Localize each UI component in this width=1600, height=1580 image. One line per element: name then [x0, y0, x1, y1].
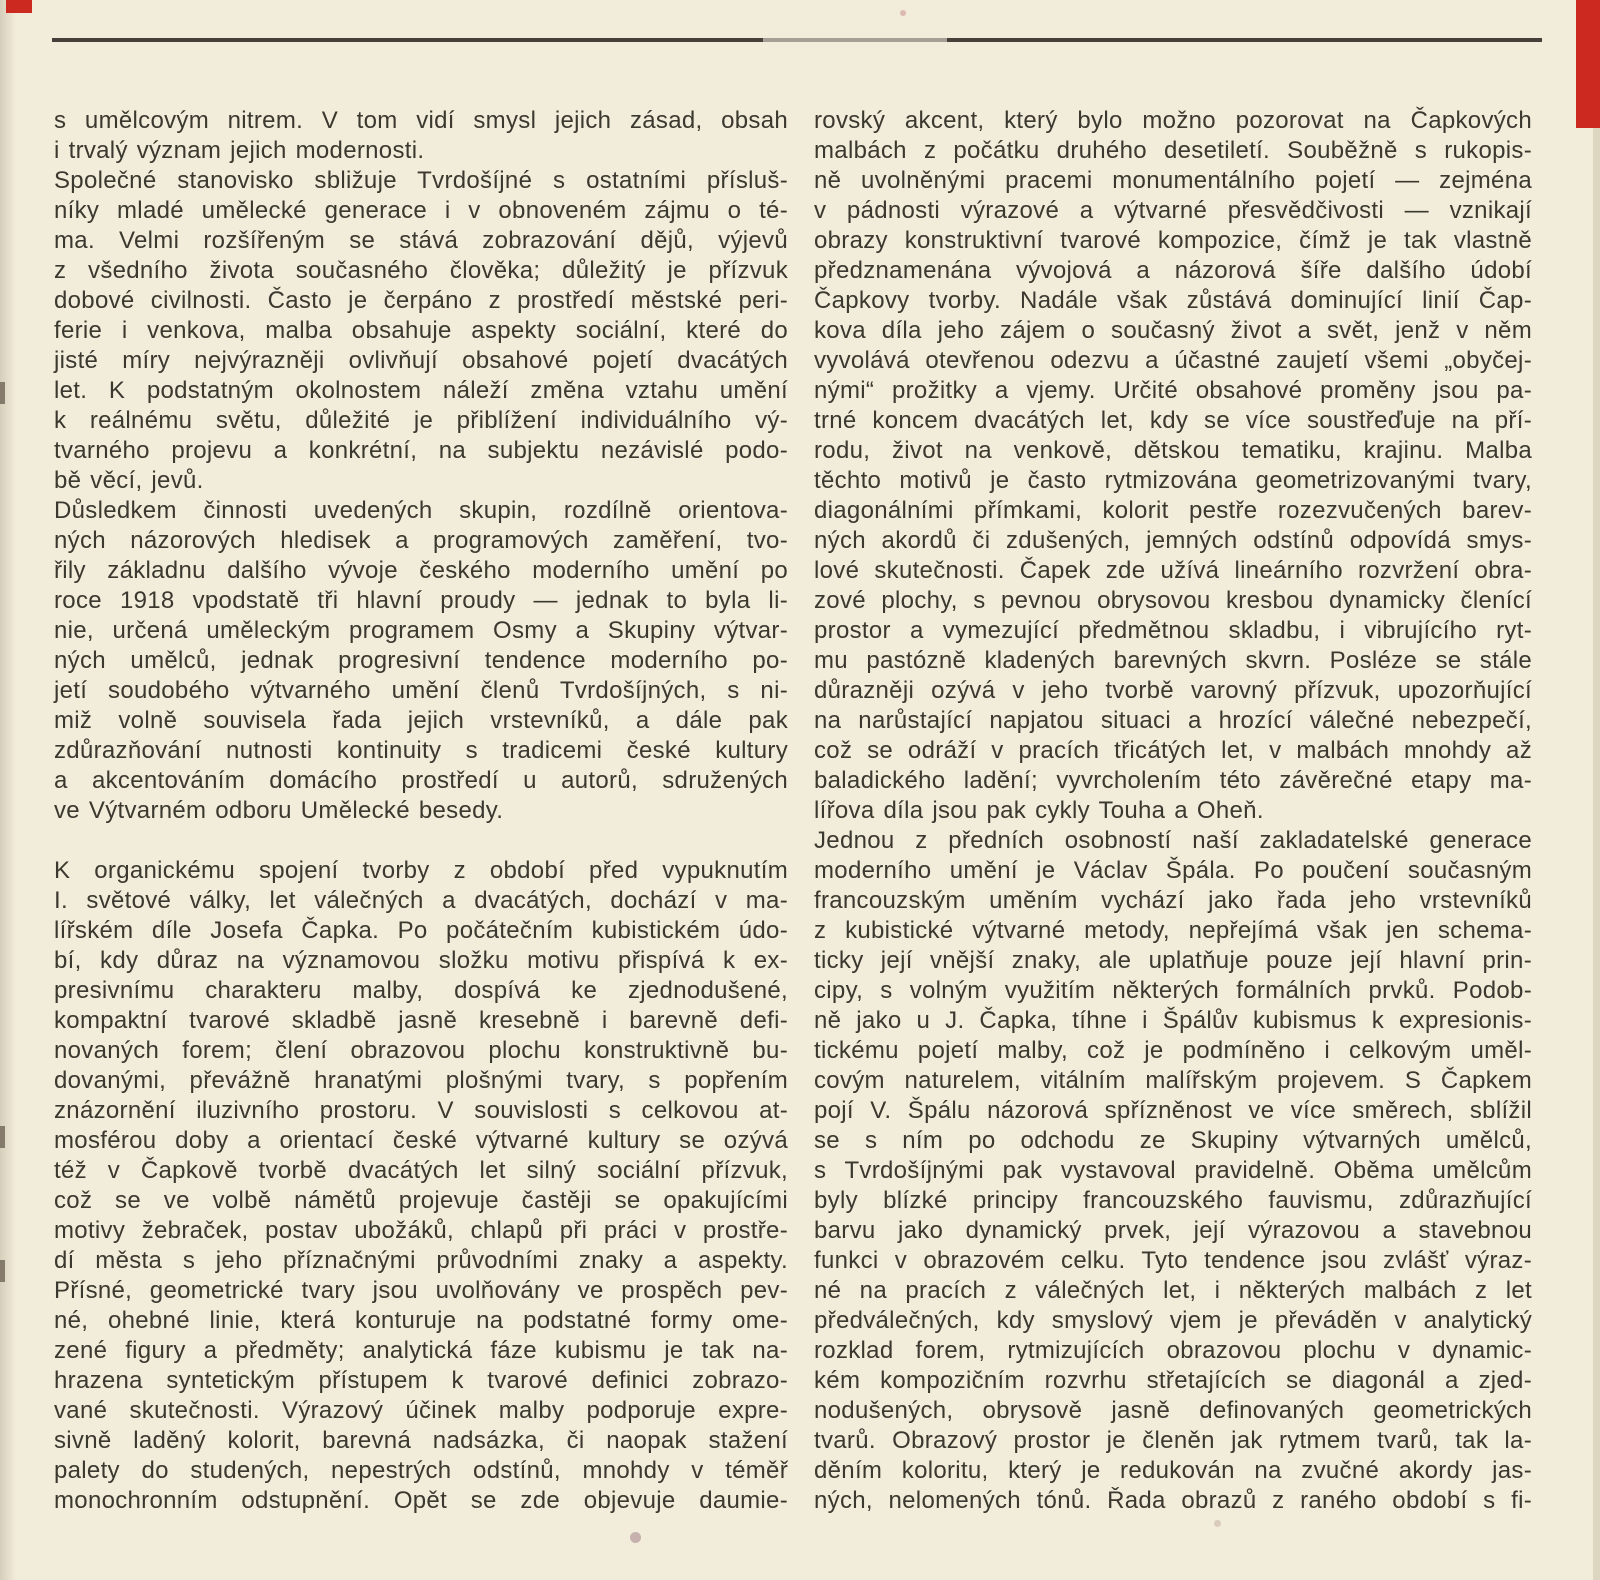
text-line [54, 826, 788, 856]
text-line: dobové civilnosti. Často je čerpáno z prostředí městské peri- [54, 287, 788, 314]
text-line: mu pastózně kladených barevných skvrn. Posléze se stále [814, 647, 1532, 674]
text-line: Přísné, geometrické tvary jsou uvolňovány ve prospěch pev- [54, 1277, 788, 1304]
text-line: kova díla jeho zájem o současný život a svět, jenž v něm [814, 317, 1532, 344]
text-line: i trvalý význam jejich modernosti. [54, 137, 425, 164]
paper-speck [630, 1532, 641, 1543]
text-line: ma. Velmi rozšířeným se stává zobrazování dějů, výjevů [54, 227, 788, 254]
text-line: děním koloritu, který je redukován na zvučné akordy jas- [814, 1457, 1532, 1484]
text-column-right [814, 106, 1532, 1516]
text-line: ferie i venkova, malba obsahuje aspekty sociální, které do [54, 317, 788, 344]
text-line: v pádnosti výrazové a výtvarné přesvědčivosti — vznikají [814, 197, 1532, 224]
text-line: let. K podstatným okolnostem náleží změna vztahu umění [54, 377, 788, 404]
text-line: ných akordů či zdušených, jemných odstínů odpovídá smys- [814, 527, 1532, 554]
text-line: níky mladé umělecké generace i v obnoveném zájmu o té- [54, 197, 788, 224]
text-line: znázornění iluzivního prostoru. V souvislosti s celkovou at- [54, 1097, 788, 1124]
red-registration-mark-top-left [6, 0, 32, 13]
text-line: prostor a vymezující předmětnou skladbu, i vibrujícího ryt- [814, 617, 1532, 644]
text-line: rodu, život na venkově, dětskou tematiku, krajinu. Malba [814, 437, 1532, 464]
text-line: funkci v obrazovém celku. Tyto tendence jsou zvlášť výraz- [814, 1247, 1532, 1274]
text-line: předválečných, kdy smyslový vjem je převáděn v analytický [814, 1307, 1532, 1334]
text-line: těchto motivů je často rytmizována geometrizovanými tvary, [814, 467, 1532, 494]
text-line: z všedního života současného člověka; důležitý je přízvuk [54, 257, 788, 284]
text-line: ticky její vnější znaky, ale uplatňuje pouze její hlavní prin- [814, 947, 1532, 974]
text-line: předznamenána vývojová a názorová šíře dalšího údobí [814, 257, 1532, 284]
text-line: ně jako u J. Čapka, tíhne i Špálův kubismus k expresionis- [814, 1007, 1532, 1034]
text-line: Jednou z předních osobností naší zakladatelské generace [814, 827, 1532, 854]
edge-tick-mark [0, 382, 5, 404]
paper-speck [900, 10, 906, 16]
text-line: presivnímu charakteru malby, dospívá ke zjednodušené, [54, 977, 788, 1004]
text-line: motivy žebraček, postav ubožáků, chlapů při práci v prostře- [54, 1217, 788, 1244]
text-line: zdůrazňování nutnosti kontinuity s tradicemi české kultury [54, 737, 788, 764]
header-rule [52, 38, 1542, 42]
text-line: se s ním po odchodu ze Skupiny výtvarných umělců, [814, 1127, 1532, 1154]
text-line: diagonálními přímkami, kolorit pestře rozezvučených barev- [814, 497, 1532, 524]
text-line: sivně laděný kolorit, barevná nadsázka, či naopak stažení [54, 1427, 788, 1454]
text-line: s Tvrdošíjnými pak vystavoval pravidelně. Oběma umělcům [814, 1157, 1532, 1184]
scan-edge-shadow [0, 0, 16, 1580]
text-line: I. světové války, let válečných a dvacátých, dochází v ma- [54, 887, 788, 914]
text-line: francouzským uměním vychází jako řada jeho vrstevníků [814, 887, 1532, 914]
text-line: lířském díle Josefa Čapka. Po počátečním kubistickém údo- [54, 917, 788, 944]
text-line: né na pracích z válečných let, i některých malbách z let [814, 1277, 1532, 1304]
text-line: Důsledkem činnosti uvedených skupin, rozdílně orientova- [54, 497, 788, 524]
text-column-left [54, 106, 788, 1516]
text-line: lířova díla jsou pak cykly Touha a Oheň. [814, 797, 1264, 824]
text-line: bí, kdy důraz na významovou složku motivu přispívá k ex- [54, 947, 788, 974]
text-line: trné koncem dvacátých let, kdy se více soustřeďuje na pří- [814, 407, 1532, 434]
scan-edge-strip [1593, 0, 1600, 1580]
text-line: hrazena syntetickým přístupem k tvarové definici zobrazo- [54, 1367, 788, 1394]
text-line: ných, nelomených tónů. Řada obrazů z raného období s fi- [814, 1487, 1532, 1514]
text-line: s umělcovým nitrem. V tom vidí smysl jejich zásad, obsah [54, 107, 788, 134]
text-line: zové plochy, s pevnou obrysovou kresbou dynamicky členící [814, 587, 1532, 614]
text-line: mosférou doby a orientací české výtvarné kultury se ozývá [54, 1127, 788, 1154]
text-line: pojí V. Špálu názorová spřízněnost ve více směrech, sblížil [814, 1097, 1532, 1124]
red-registration-mark-top-right [1576, 0, 1600, 128]
text-line: nodušených, obrysově jasně definovaných geometrických [814, 1397, 1532, 1424]
text-line: k reálnému světu, důležité je přiblížení individuálního vý- [54, 407, 788, 434]
text-line: jetí soudobého výtvarného umění členů Tvrdošíjných, s ni- [54, 677, 788, 704]
text-line: Společné stanovisko sbližuje Tvrdošíjné s ostatními přísluš- [54, 167, 788, 194]
text-line: covým naturelem, vitálním malířským projevem. S Čapkem [814, 1067, 1532, 1094]
text-line: roce 1918 vpodstatě tři hlavní proudy — jednak to byla li- [54, 587, 788, 614]
edge-tick-mark [0, 1126, 5, 1148]
text-line: dovanými, převážně hranatými plošnými tvary, s popřením [54, 1067, 788, 1094]
text-line: bě věcí, jevů. [54, 467, 204, 494]
text-line: tvarů. Obrazový prostor je členěn jak rytmem tvarů, tak la- [814, 1427, 1532, 1454]
text-line: nie, určená uměleckým programem Osmy a Skupiny výtvar- [54, 617, 788, 644]
text-line: ných názorových hledisek a programových zaměření, tvo- [54, 527, 788, 554]
text-line: řily základnu dalšího vývoje českého moderního umění po [54, 557, 788, 584]
text-columns [54, 106, 1532, 1516]
text-line: obrazy konstruktivní tvarové kompozice, čímž je tak vlastně [814, 227, 1532, 254]
text-line: a akcentováním domácího prostředí u autorů, sdružených [54, 767, 788, 794]
text-line: což se ve volbě námětů projevuje častěji se opakujícími [54, 1187, 788, 1214]
text-line: palety do studených, nepestrých odstínů, mnohdy v téměř [54, 1457, 788, 1484]
text-line: což se odráží v pracích třicátých let, v malbách mnohdy až [814, 737, 1532, 764]
text-line: byly blízké principy francouzského fauvismu, zdůrazňující [814, 1187, 1532, 1214]
text-line: malbách z počátku druhého desetiletí. Souběžně s rukopis- [814, 137, 1532, 164]
text-line: vané skutečnosti. Výrazový účinek malby podporuje expre- [54, 1397, 788, 1424]
text-line: barvu jako dynamický prvek, její výrazovou a stavebnou [814, 1217, 1532, 1244]
text-line: vyvolává otevřenou odezvu a účastné zaujetí všemi „obyčej- [814, 347, 1532, 374]
text-line: nými“ prožitky a vjemy. Určité obsahové proměny jsou pa- [814, 377, 1532, 404]
text-line: rovský akcent, který bylo možno pozorovat na Čapkových [814, 107, 1532, 134]
text-line: ně uvolněnými pracemi monumentálního pojetí — zejména [814, 167, 1532, 194]
text-line: též v Čapkově tvorbě dvacátých let silný sociální přízvuk, [54, 1157, 788, 1184]
text-line: cipy, s volným využitím některých formálních prvků. Podob- [814, 977, 1532, 1004]
text-line: Čapkovy tvorby. Nadále však zůstává dominující linií Čap- [814, 287, 1532, 314]
text-line: tickému pojetí malby, což je podmíněno i celkovým uměl- [814, 1037, 1532, 1064]
text-line: monochronním odstupnění. Opět se zde objevuje daumie- [54, 1487, 788, 1514]
edge-tick-mark [0, 1260, 5, 1282]
header-rule-fade [763, 38, 947, 42]
text-line: moderního umění je Václav Špála. Po poučení současným [814, 857, 1532, 884]
text-line: zené figury a předměty; analytická fáze kubismu je tak na- [54, 1337, 788, 1364]
text-line: jisté míry nejvýrazněji ovlivňují obsahové pojetí dvacátých [54, 347, 788, 374]
text-line: né, ohebné linie, která konturuje na podstatné formy ome- [54, 1307, 788, 1334]
text-line: tvarného projevu a konkrétní, na subjektu nezávislé podo- [54, 437, 788, 464]
text-line: baladického ladění; vyvrcholením této závěrečné etapy ma- [814, 767, 1532, 794]
text-line: K organickému spojení tvorby z období před vypuknutím [54, 857, 788, 884]
text-line: z kubistické výtvarné metody, nepřejímá však jen schema- [814, 917, 1532, 944]
text-line: miž volně souvisela řada jejich vrstevníků, a dále pak [54, 707, 788, 734]
paper-speck [1214, 1520, 1221, 1527]
text-line: dí města s jeho příznačnými průvodními znaky a aspekty. [54, 1247, 788, 1274]
text-line: rozklad forem, rytmizujících obrazovou plochu v dynamic- [814, 1337, 1532, 1364]
text-line: důrazněji ozývá v jeho tvorbě varovný přízvuk, upozorňující [814, 677, 1532, 704]
text-line: novaných forem; člení obrazovou plochu konstruktivně bu- [54, 1037, 788, 1064]
text-line: ve Výtvarném odboru Umělecké besedy. [54, 797, 504, 824]
text-line: na narůstající napjatou situaci a hrozící válečné nebezpečí, [814, 707, 1532, 734]
text-line: kém kompozičním rozvrhu střetajících se diagonál a zjed- [814, 1367, 1532, 1394]
text-line: ných umělců, jednak progresivní tendence moderního po- [54, 647, 788, 674]
text-line: lové skutečnosti. Čapek zde užívá lineárního rozvržení obra- [814, 557, 1532, 584]
text-line: kompaktní tvarové skladbě jasně kresebně i barevně defi- [54, 1007, 788, 1034]
